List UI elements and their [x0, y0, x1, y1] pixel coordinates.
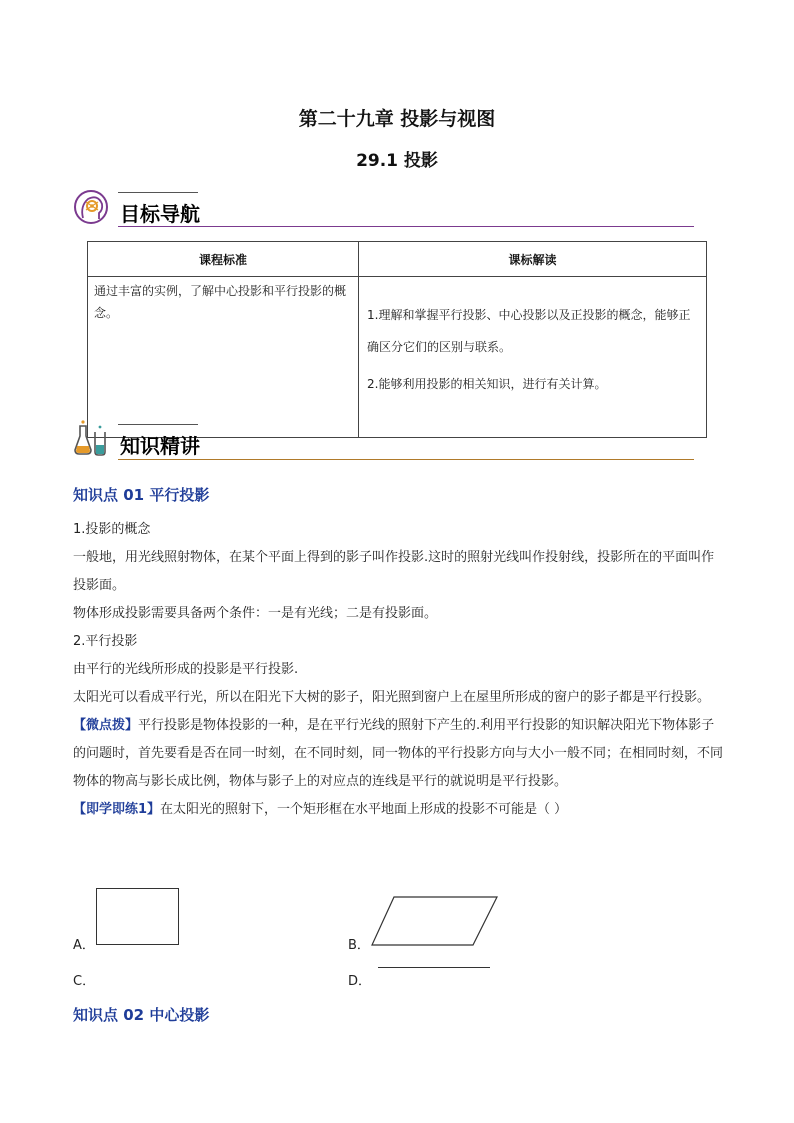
kp1-subheading-concept: 1.投影的概念: [73, 522, 151, 537]
option-a-rectangle: [96, 888, 179, 945]
kp1-tip: [73, 712, 723, 796]
goal-heading-bar: [72, 186, 694, 230]
kp1-paragraph: 物体形成投影需要具备两个条件：一是有光线；二是有投影面。: [73, 606, 438, 621]
chapter-title: 第二十九章 投影与视图: [298, 108, 496, 130]
option-d-label: D．: [348, 974, 372, 989]
option-a-label: A．: [73, 938, 95, 953]
option-d-line-segment: [378, 967, 490, 968]
kp1-paragraph: 一般地，用光线照射物体，在某个平面上得到的影子叫作投影.这时的照射光线叫作投射线，投影所在的平面叫作投影面。: [73, 550, 715, 593]
exercise-label: 【即学即练1】: [73, 802, 161, 817]
kp2-title: 知识点 02 中心投影: [73, 1006, 210, 1024]
knowledge-heading-bar: [72, 418, 694, 462]
interpretation-cell: [359, 277, 707, 438]
standard-cell: 通过丰富的实例，了解中心投影和平行投影的概念。: [88, 277, 359, 438]
kp1-paragraph: 太阳光可以看成平行光，所以在阳光下大树的影子，阳光照到窗户上在屋里所形成的窗户的影子都是平行投影。: [73, 690, 711, 705]
kp1-content: [73, 516, 723, 824]
kp1-title: 知识点 01 平行投影: [73, 486, 210, 504]
head-gear-icon: [72, 188, 112, 228]
interpretation-item: 1.理解和掌握平行投影、中心投影以及正投影的概念，能够正确区分它们的区别与联系。: [367, 308, 691, 354]
kp1-paragraph: 由平行的光线所形成的投影是平行投影.: [73, 662, 299, 677]
goal-divider: [118, 226, 694, 227]
option-b-parallelogram: [370, 895, 500, 947]
kp1-exercise: [73, 796, 723, 824]
kp1-subheading-parallel: 2.平行投影: [73, 634, 138, 649]
table-header-standard: 课程标准: [88, 242, 359, 277]
knowledge-divider: [118, 459, 694, 460]
lab-flask-icon: [72, 418, 112, 458]
knowledge-heading: 知识精讲: [120, 434, 200, 458]
exercise-text: 在太阳光的照射下，一个矩形框在水平地面上形成的投影不可能是（ ）: [160, 802, 568, 817]
table-header-interpretation: 课标解读: [359, 242, 707, 277]
tip-text: 平行投影是物体投影的一种，是在平行光线的照射下产生的.利用平行投影的知识解决阳光下物体影子的问题时，首先要看是否在同一时刻，在不同时刻，同一物体的平行投影方向与大小一般不同；在相同时刻，不同物体的物高与影长成比例，物体与影子上的对应点的连线是平行的就说明是平行投影。: [73, 718, 724, 789]
option-b-label: B．: [348, 938, 370, 953]
tip-label: 【微点拨】: [73, 718, 139, 733]
goal-heading: 目标导航: [120, 202, 200, 226]
section-title: 29.1 投影: [356, 151, 438, 171]
interpretation-item: 2.能够利用投影的相关知识，进行有关计算。: [367, 377, 607, 391]
option-c-label: C．: [73, 974, 96, 989]
goal-table: [87, 241, 707, 438]
